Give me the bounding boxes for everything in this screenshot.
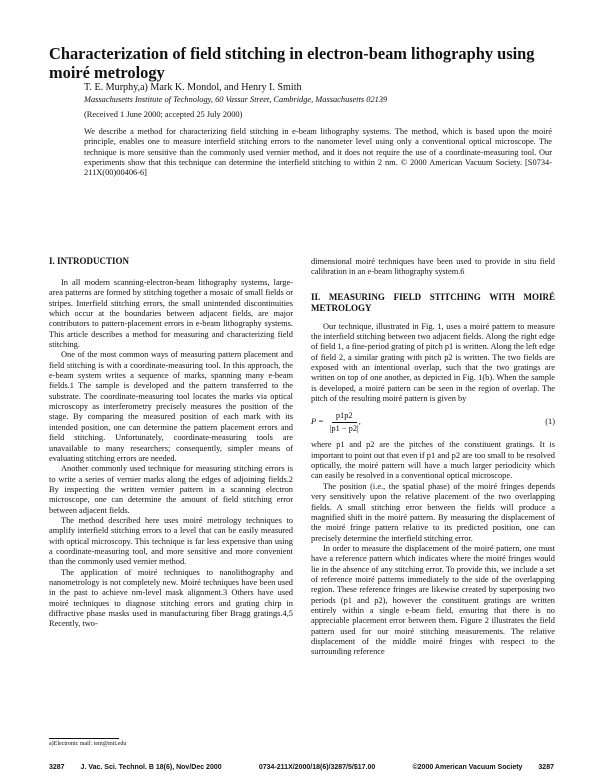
equation-lhs: P = — [311, 417, 324, 427]
left-column — [49, 278, 293, 630]
equation-number: (1) — [545, 417, 555, 427]
equation-denominator: |p1 − p2| — [329, 423, 359, 433]
author-list: T. E. Murphy,a) Mark K. Mondol, and Henry I. Smith — [84, 82, 302, 93]
intro-continuation: dimensional moiré techniques have been used to provide in situ field calibration in an e-beam lithography system.6 — [311, 257, 555, 277]
equation-numerator: p1p2 — [332, 411, 357, 423]
paper-title: Characterization of field stitching in electron-beam lithography using moiré metrology — [49, 44, 535, 82]
right-column — [311, 257, 555, 658]
moire-paragraph-1: Our technique, illustrated in Fig. 1, uses a moiré pattern to measure the interfield stitching between two adjacent fields. Along the right edge of field 1, a fine-period grating of pitch p1 is written. Along the left edge of field 2, a similar grating with pitch p2 is written. The two fields are exposed with an intentional overlap, such that the two gratings are written on top of one another, as depicted in Fig. 1(b). When the sample is developed, a moiré pattern can be seen in the region of overlap. The pitch of the resulting moiré pattern is given by — [311, 321, 555, 404]
equation-trail: , — [358, 417, 361, 427]
section-heading-moire: II. MEASURING FIELD STITCHING WITH MOIRÉ METROLOGY — [311, 291, 555, 313]
page-footer — [49, 764, 554, 771]
intro-paragraph-3: Another commonly used technique for measuring stitching errors is to write a series of vernier marks along the edges of adjoining fields.2 By inspecting the written vernier pattern in a scanning electron microscope, one can determine the amount of field stitching error between adjacent fields. — [49, 464, 293, 515]
moire-paragraph-2: where p1 and p2 are the pitches of the constituent gratings. It is important to point out that even if p1 and p2 are too small to be resolved optically, the moiré pattern will have a much larger periodicity which can easily be resolved in a conventional optical microscope. — [311, 440, 555, 481]
intro-paragraph-4: The method described here uses moiré metrology techniques to amplify interfield stitching errors to a level that can be easily measured with optical microscopy. This technique is far less expensive than using a coordinate-measuring tool, and more sensitive and more convenient than the commonly used vernier method. — [49, 515, 293, 567]
footer-page-left: 3287 — [49, 764, 65, 771]
moire-paragraph-3: The position (i.e., the spatial phase) of the moiré fringes depends very sensitively upon the relative placement of the two overlapping fields. A small stitching error between the fields will produce a magnified shift in the moiré pattern. By measuring the displacement of the moiré fringe pattern relative to its predicted position, one can precisely determine the interfield stitching error. — [311, 481, 555, 543]
received-dates: (Received 1 June 2000; accepted 25 July 2000) — [84, 110, 243, 119]
footer-code: 0734-211X/2000/18(6)/3287/5/$17.00 — [258, 764, 376, 771]
footer-journal: J. Vac. Sci. Technol. B 18(6), Nov/Dec 2000 — [80, 764, 222, 771]
moire-paragraph-4: In order to measure the displacement of the moiré pattern, one must have a reference pattern which indicates where the moiré fringes would lie in the absence of any stitching error. To provide this, we include a set of reference moiré patterns immediately to the side of the overlapping region. These reference fringes are likewise created by superposing two periods (p1 and p2), however the constituent gratings are written entirely within a single e-beam field, ensuring that there is no appreciable placement error between them. Figure 2 illustrates the field pattern used for our moiré stitching measurements. The relative displacement of the middle moiré fringes with respect to the surrounding reference — [311, 543, 555, 657]
equation-1 — [311, 407, 555, 437]
intro-paragraph-5: The application of moiré techniques to nanolithography and nanometrology is not completely new. Moiré techniques have been used in the past to achieve nm-level mask alignment.3 Others have used moiré techniques to diagnose stitching errors and grating chirp in diffractive phase masks used in manufacturing fiber Bragg gratings.4,5 Recently, two- — [49, 567, 293, 629]
intro-paragraph-1: In all modern scanning-electron-beam lithography systems, large-area patterns are formed by stitching together a mosaic of small fields or stripes. Interfield stitching errors, the small unintended discontinuities which occur at the boundaries between adjacent fields, are major contributors to pattern-placement errors in e-beam lithography systems. This article describes a method for measuring and characterizing field stitching. — [49, 278, 293, 350]
footer-page-right: 3287 — [538, 764, 554, 771]
footer-copyright: ©2000 American Vacuum Society — [412, 764, 523, 771]
abstract: We describe a method for characterizing field stitching in e-beam lithography systems. The method, which is based upon the moiré principle, enables one to measure interfield stitching errors to the nanometer level using only a conventional optical microscope. The technique is more sensitive than the commonly used vernier method, and it does not require the use of a coordinate-measuring tool. Our experiments show that this technique can determine the interfield stitching to within 2 nm. © 2000 American Vacuum Society. [S0734-211X(00)00406-6] — [84, 127, 552, 178]
equation-fraction — [330, 411, 359, 435]
section-heading-introduction: I. INTRODUCTION — [49, 256, 130, 266]
affiliation: Massachusetts Institute of Technology, 60 Vassar Street, Cambridge, Massachusetts 02139 — [84, 95, 388, 104]
footnote-email: a)Electronic mail: tem@mit.edu — [49, 741, 127, 747]
intro-paragraph-2: One of the most common ways of measuring pattern placement and field stitching is with a coordinate-measuring tool. In this approach, the e-beam system writes a sequence of marks, spanning many e-beam fields.1 The sample is developed and the pattern transferred to the substrate. The coordinate-measuring tool locates the marks via optical microscopy as interferometry precisely measures the position of the stage. By comparing the measured position of each mark with its intended position, one can determine the pattern placement errors and field stitching. Unfortunately, coordinate-measuring tools are unavailable to many researchers; consequently, simpler means of evaluating stitching errors are needed. — [49, 350, 293, 463]
footnote-rule — [49, 738, 119, 739]
